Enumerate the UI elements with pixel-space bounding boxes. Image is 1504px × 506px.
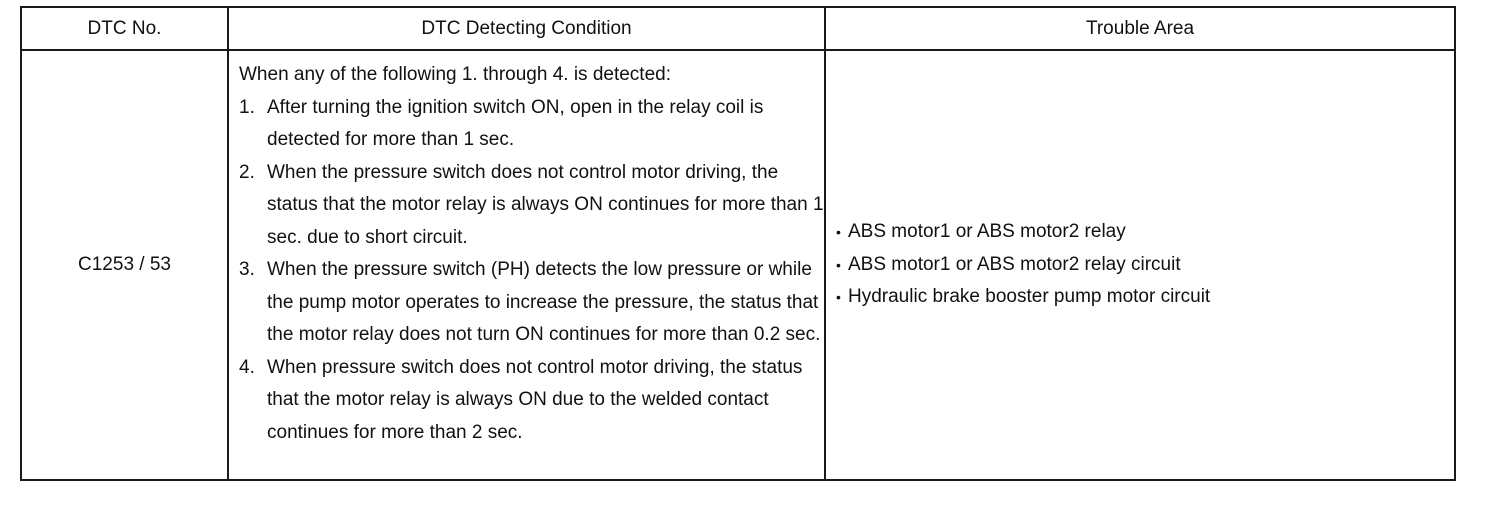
- condition-number: 2.: [239, 161, 255, 183]
- condition-text: When the pressure switch does not control motor driving, the status that the motor relay is always ON continues for more than 1 sec. due to short circuit.: [267, 161, 824, 248]
- condition-item: [239, 92, 824, 157]
- header-detecting-condition: DTC Detecting Condition: [228, 7, 825, 50]
- condition-item: [239, 352, 824, 450]
- trouble-area-item: [836, 281, 1454, 314]
- condition-list: [239, 92, 824, 450]
- trouble-area-text: ABS motor1 or ABS motor2 relay circuit: [848, 253, 1181, 275]
- trouble-area-cell: [825, 50, 1455, 480]
- table-row: [21, 50, 1455, 480]
- header-dtc-no: DTC No.: [21, 7, 228, 50]
- trouble-area-text: Hydraulic brake booster pump motor circuit: [848, 286, 1211, 308]
- condition-item: [239, 254, 824, 352]
- bullet-icon: •: [836, 289, 841, 306]
- condition-item: [239, 157, 824, 255]
- trouble-area-text: ABS motor1 or ABS motor2 relay: [848, 221, 1126, 243]
- condition-number: 4.: [239, 356, 255, 378]
- trouble-area-item: [836, 216, 1454, 249]
- condition-number: 1.: [239, 96, 255, 118]
- bullet-icon: •: [836, 256, 841, 273]
- dtc-number-cell: C1253 / 53: [21, 50, 228, 480]
- bullet-icon: •: [836, 224, 841, 241]
- condition-number: 3.: [239, 259, 255, 280]
- trouble-area-list: [836, 216, 1454, 314]
- table-header-row: [21, 7, 1455, 50]
- dtc-table: [20, 6, 1456, 481]
- condition-text: When pressure switch does not control motor driving, the status that the motor relay is always ON due to the welded contact continues for more than 2 sec.: [267, 356, 803, 443]
- condition-intro: When any of the following 1. through 4. is detected:: [239, 64, 671, 85]
- condition-text: When the pressure switch (PH) detects the low pressure or while the pump motor operates to increase the pressure, the status that the motor relay does not turn ON continues for more than 0.2 sec.: [267, 259, 821, 345]
- detecting-condition-cell: [228, 50, 825, 480]
- header-trouble-area: Trouble Area: [825, 7, 1455, 50]
- condition-text: After turning the ignition switch ON, open in the relay coil is detected for more than 1 sec.: [267, 96, 764, 150]
- trouble-area-item: [836, 249, 1454, 282]
